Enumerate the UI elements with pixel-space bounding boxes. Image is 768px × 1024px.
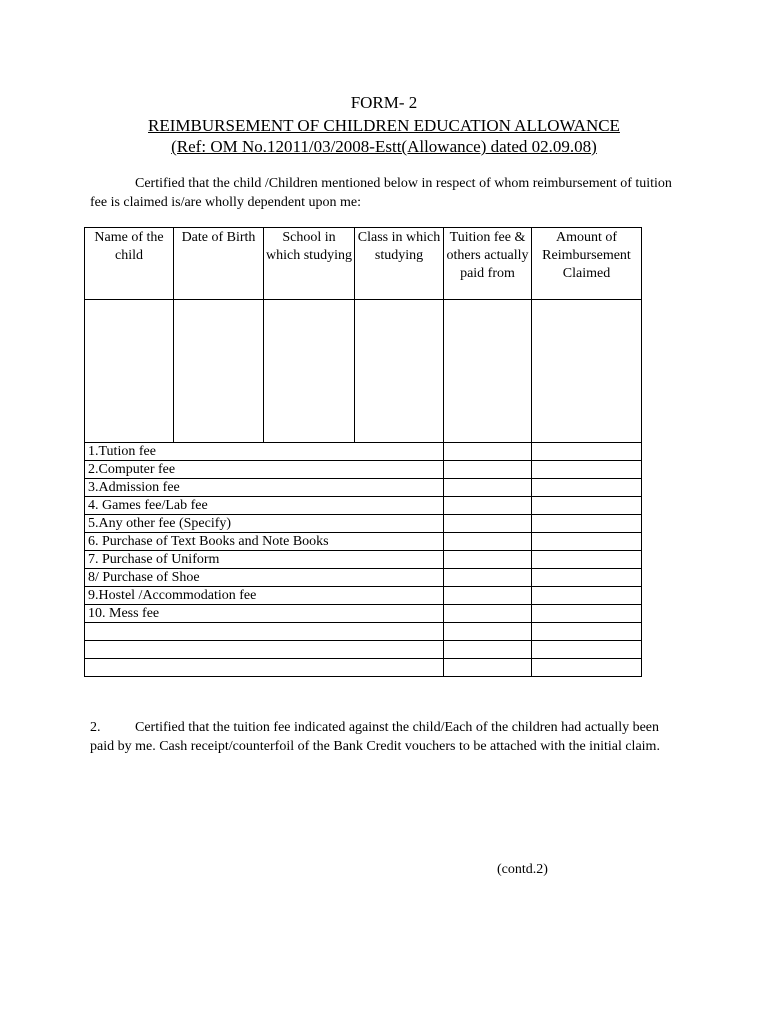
fee-paid-cell[interactable] — [444, 605, 532, 623]
fee-paid-cell[interactable] — [444, 569, 532, 587]
fee-item-label: 7. Purchase of Uniform — [85, 551, 444, 569]
fee-paid-cell[interactable] — [444, 587, 532, 605]
fee-paid-cell[interactable] — [444, 443, 532, 461]
certification-2-number: 2. — [90, 720, 101, 735]
column-header-tuition-paid: Tuition fee & others actually paid from — [444, 228, 532, 300]
tuition-paid-cell[interactable] — [444, 300, 532, 443]
fee-item-label: 10. Mess fee — [85, 605, 444, 623]
certification-2-text: Certified that the tuition fee indicated against the child/Each of the children had actually been paid by me. Cash receipt/counterfoil of the Bank Credit vouchers to be attached with the initial claim. — [90, 720, 660, 754]
fee-item-label: 2.Computer fee — [85, 461, 444, 479]
fee-item-label: 6. Purchase of Text Books and Note Books — [85, 533, 444, 551]
fee-claimed-cell[interactable] — [532, 497, 642, 515]
amount-claimed-cell[interactable] — [532, 300, 642, 443]
certification-2 — [90, 718, 680, 756]
form-title: REIMBURSEMENT OF CHILDREN EDUCATION ALLOWANCE — [148, 116, 620, 135]
column-header-date-of-birth: Date of Birth — [174, 228, 264, 300]
fee-paid-cell[interactable] — [444, 533, 532, 551]
fee-item-label: 8/ Purchase of Shoe — [85, 569, 444, 587]
fee-paid-cell[interactable] — [444, 551, 532, 569]
form-number: FORM- 2 — [350, 93, 418, 112]
fee-claimed-cell[interactable] — [532, 479, 642, 497]
fee-row — [85, 515, 642, 533]
school-cell[interactable] — [264, 300, 355, 443]
intro-certification: Certified that the child /Children mentioned below in respect of whom reimbursement of tuition fee is claimed is/are wholly dependent upon me: — [90, 176, 672, 210]
fee-row — [85, 587, 642, 605]
child-name-cell[interactable] — [85, 300, 174, 443]
fee-claimed-cell[interactable] — [532, 569, 642, 587]
form-reference: (Ref: OM No.12011/03/2008-Estt(Allowance) dated 02.09.08) — [171, 137, 597, 156]
fee-claimed-cell[interactable] — [532, 443, 642, 461]
class-cell[interactable] — [355, 300, 444, 443]
fee-row — [85, 641, 642, 659]
fee-paid-cell[interactable] — [444, 641, 532, 659]
fee-item-label: 5.Any other fee (Specify) — [85, 515, 444, 533]
date-of-birth-cell[interactable] — [174, 300, 264, 443]
fee-claimed-cell[interactable] — [532, 605, 642, 623]
fee-claimed-cell[interactable] — [532, 623, 642, 641]
fee-item-label: 3.Admission fee — [85, 479, 444, 497]
fee-paid-cell[interactable] — [444, 497, 532, 515]
fee-row — [85, 605, 642, 623]
fee-claimed-cell[interactable] — [532, 461, 642, 479]
fee-paid-cell[interactable] — [444, 461, 532, 479]
fee-paid-cell[interactable] — [444, 623, 532, 641]
fee-item-label — [85, 623, 444, 641]
continued-note: (contd.2) — [497, 862, 548, 877]
fee-row — [85, 497, 642, 515]
fee-row — [85, 443, 642, 461]
column-header-amount-claimed: Amount of Reimbursement Claimed — [532, 228, 642, 300]
fee-item-label: 9.Hostel /Accommodation fee — [85, 587, 444, 605]
fee-paid-cell[interactable] — [444, 659, 532, 677]
column-header-school: School in which studying — [264, 228, 355, 300]
fee-paid-cell[interactable] — [444, 479, 532, 497]
reimbursement-table — [84, 227, 642, 677]
fee-paid-cell[interactable] — [444, 515, 532, 533]
column-header-class: Class in which studying — [355, 228, 444, 300]
fee-item-label: 1.Tution fee — [85, 443, 444, 461]
fee-row — [85, 551, 642, 569]
fee-claimed-cell[interactable] — [532, 641, 642, 659]
fee-claimed-cell[interactable] — [532, 551, 642, 569]
column-header-name: Name of the child — [85, 228, 174, 300]
fee-claimed-cell[interactable] — [532, 587, 642, 605]
fee-row — [85, 533, 642, 551]
fee-item-label — [85, 659, 444, 677]
fee-claimed-cell[interactable] — [532, 515, 642, 533]
fee-row — [85, 479, 642, 497]
fee-claimed-cell[interactable] — [532, 533, 642, 551]
child-details-row — [85, 300, 642, 443]
table-header-row — [85, 228, 642, 300]
fee-row — [85, 659, 642, 677]
fee-item-label — [85, 641, 444, 659]
fee-claimed-cell[interactable] — [532, 659, 642, 677]
fee-row — [85, 461, 642, 479]
fee-item-label: 4. Games fee/Lab fee — [85, 497, 444, 515]
fee-row — [85, 569, 642, 587]
fee-row — [85, 623, 642, 641]
